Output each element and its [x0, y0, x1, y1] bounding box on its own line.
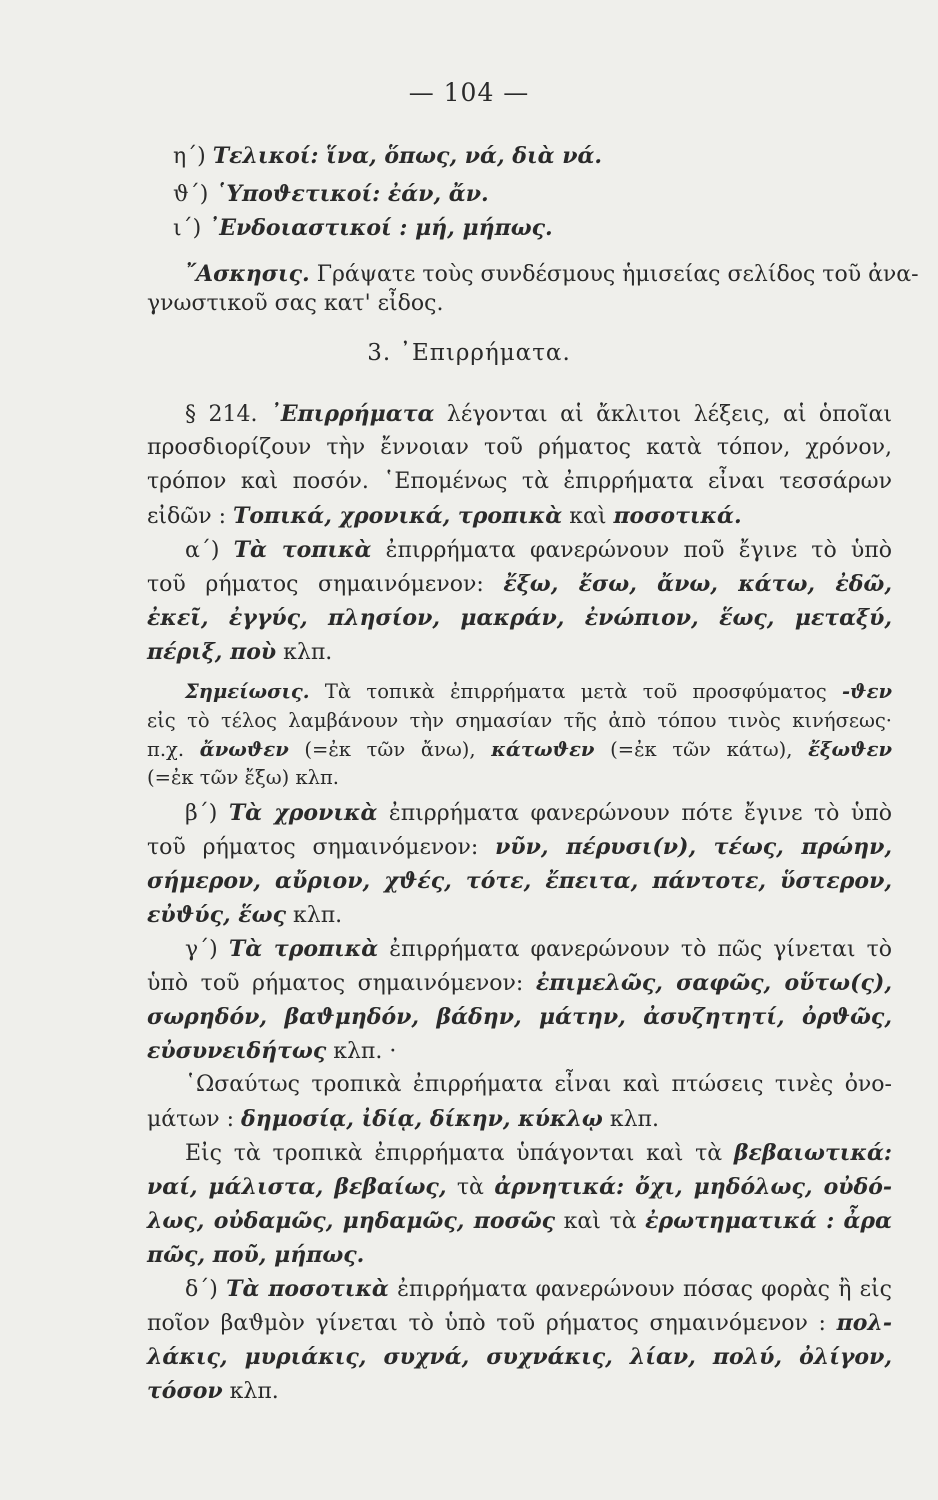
affirmative-line-1: Εἰς τὰ τροπικὰ ἐπιρρήματα ὑπάγονται καὶ τὰ βεβαιωτικά:: [185, 1140, 892, 1166]
case-adverbs-line-1: ῾Ωσαύτως τροπικὰ ἐπιρρήματα εἶναι καὶ πτώσεις τινὲς ὀνο-: [185, 1072, 892, 1097]
local-adverbs-line-1: α΄) Τὰ τοπικὰ ἐπιρρήματα φανερώνουν ποῦ ἔγινε τὸ ὑπὸ: [185, 537, 892, 563]
paragraph-214-line-3: τρόπον καὶ ποσόν. ῾Επομένως τὰ ἐπιρρήματα εἶναι τεσσάρων: [147, 469, 892, 494]
case-adverbs-line-2: μάτων : δημοσίᾳ, ἰδίᾳ, δίκην, κύκλῳ κλπ.: [147, 1106, 659, 1132]
modal-adverbs-line-3: σωρηδόν, βαϑμηδόν, βάδην, μάτην, ἀσυζητητί, ὀρϑῶς,: [147, 1004, 892, 1030]
quantity-adverbs-line-1: δ΄) Τὰ ποσοτικὰ ἐπιρρήματα φανερώνουν πόσας φορὰς ἢ εἰς: [185, 1276, 892, 1302]
modal-adverbs-line-2: ὑπὸ τοῦ ρήματος σημαινόμενον: ἐπιμελῶς, σαφῶς, οὕτω(ς),: [147, 970, 893, 996]
temporal-adverbs-line-4: εὐϑύς, ἕως κλπ.: [147, 902, 343, 928]
note-line-2: εἰς τὸ τέλος λαμβάνουν τὴν σημασίαν τῆς ἀπὸ τόπου τινὸς κινήσεως·: [147, 709, 892, 732]
section-heading: 3. ᾿Επιρρήματα.: [367, 340, 571, 366]
temporal-adverbs-line-3: σήμερον, αὔριον, χϑές, τότε, ἔπειτα, πάντοτε, ὕστερον,: [147, 868, 892, 894]
temporal-adverbs-line-2: τοῦ ρήματος σημαινόμενον: νῦν, πέρυσι(ν), τέως, πρώην,: [147, 834, 892, 860]
local-adverbs-line-4: πέριξ, ποὺ κλπ.: [147, 639, 333, 665]
paragraph-214-line-4: εἰδῶν : Τοπικά, χρονικά, τροπικὰ καὶ ποσοτικά.: [147, 503, 742, 529]
note-line-4: (=ἐκ τῶν ἔξω) κλπ.: [147, 766, 340, 789]
modal-adverbs-line-4: εὐσυνειδήτως κλπ. ·: [147, 1038, 397, 1064]
conjunction-item-theta: ϑ΄) ῾Υποϑετικοί: ἐάν, ἄν.: [173, 181, 489, 207]
quantity-adverbs-line-4: τόσον κλπ.: [147, 1378, 279, 1404]
modal-adverbs-line-1: γ΄) Τὰ τροπικὰ ἐπιρρήματα φανερώνουν τὸ πῶς γίνεται τὸ: [185, 936, 892, 962]
temporal-adverbs-line-1: β΄) Τὰ χρονικὰ ἐπιρρήματα φανερώνουν πότε ἔγινε τὸ ὑπὸ: [185, 800, 892, 826]
paragraph-214-line-2: προσδιορίζουν τὴν ἔννοιαν τοῦ ρήματος κατὰ τόπον, χρόνον,: [147, 435, 892, 460]
local-adverbs-line-2: τοῦ ρήματος σημαινόμενον: ἔξω, ἔσω, ἄνω, κάτω, ἐδῶ,: [147, 571, 892, 597]
affirmative-line-3: λως, οὐδαμῶς, μηδαμῶς, ποσῶς καὶ τὰ ἐρωτηματικά : ἆρα: [147, 1208, 892, 1234]
affirmative-line-4: πῶς, ποῦ, μήπως.: [147, 1242, 365, 1268]
affirmative-line-2: ναί, μάλιστα, βεβαίως, τὰ ἀρνητικά: ὄχι, μηδόλως, οὐδό-: [147, 1174, 893, 1200]
local-adverbs-line-3: ἐκεῖ, ἐγγύς, πλησίον, μακράν, ἐνώπιον, ἕως, μεταξύ,: [147, 605, 892, 631]
note-line-3: π.χ. ἄνωϑεν (=ἐκ τῶν ἄνω), κάτωϑεν (=ἐκ τῶν κάτω), ἔξωϑεν: [147, 738, 892, 761]
exercise-line-1: ῎Ασκησις. Γράψατε τοὺς συνδέσμους ἡμισείας σελίδος τοῦ ἀνα-: [185, 261, 919, 287]
page-number: — 104 —: [408, 78, 530, 107]
quantity-adverbs-line-2: ποῖον βαϑμὸν γίνεται τὸ ὑπὸ τοῦ ρήματος σημαινόμενον : πολ-: [147, 1310, 892, 1336]
paragraph-214-line-1: § 214. ᾿Επιρρήματα λέγονται αἱ ἄκλιτοι λέξεις, αἱ ὁποῖαι: [185, 401, 892, 427]
conjunction-item-eta: η΄) Τελικοί: ἵνα, ὅπως, νά, διὰ νά.: [173, 143, 603, 169]
quantity-adverbs-line-3: λάκις, μυριάκις, συχνά, συχνάκις, λίαν, πολύ, ὀλίγον,: [147, 1344, 892, 1370]
conjunction-item-iota: ι΄) ᾿Ενδοιαστικοί : μή, μήπως.: [173, 215, 553, 241]
exercise-line-2: γνωστικοῦ σας κατ' εἶδος.: [147, 291, 444, 316]
note-line-1: Σημείωσις. Τὰ τοπικὰ ἐπιρρήματα μετὰ τοῦ προσφύματος -ϑεν: [185, 680, 892, 703]
